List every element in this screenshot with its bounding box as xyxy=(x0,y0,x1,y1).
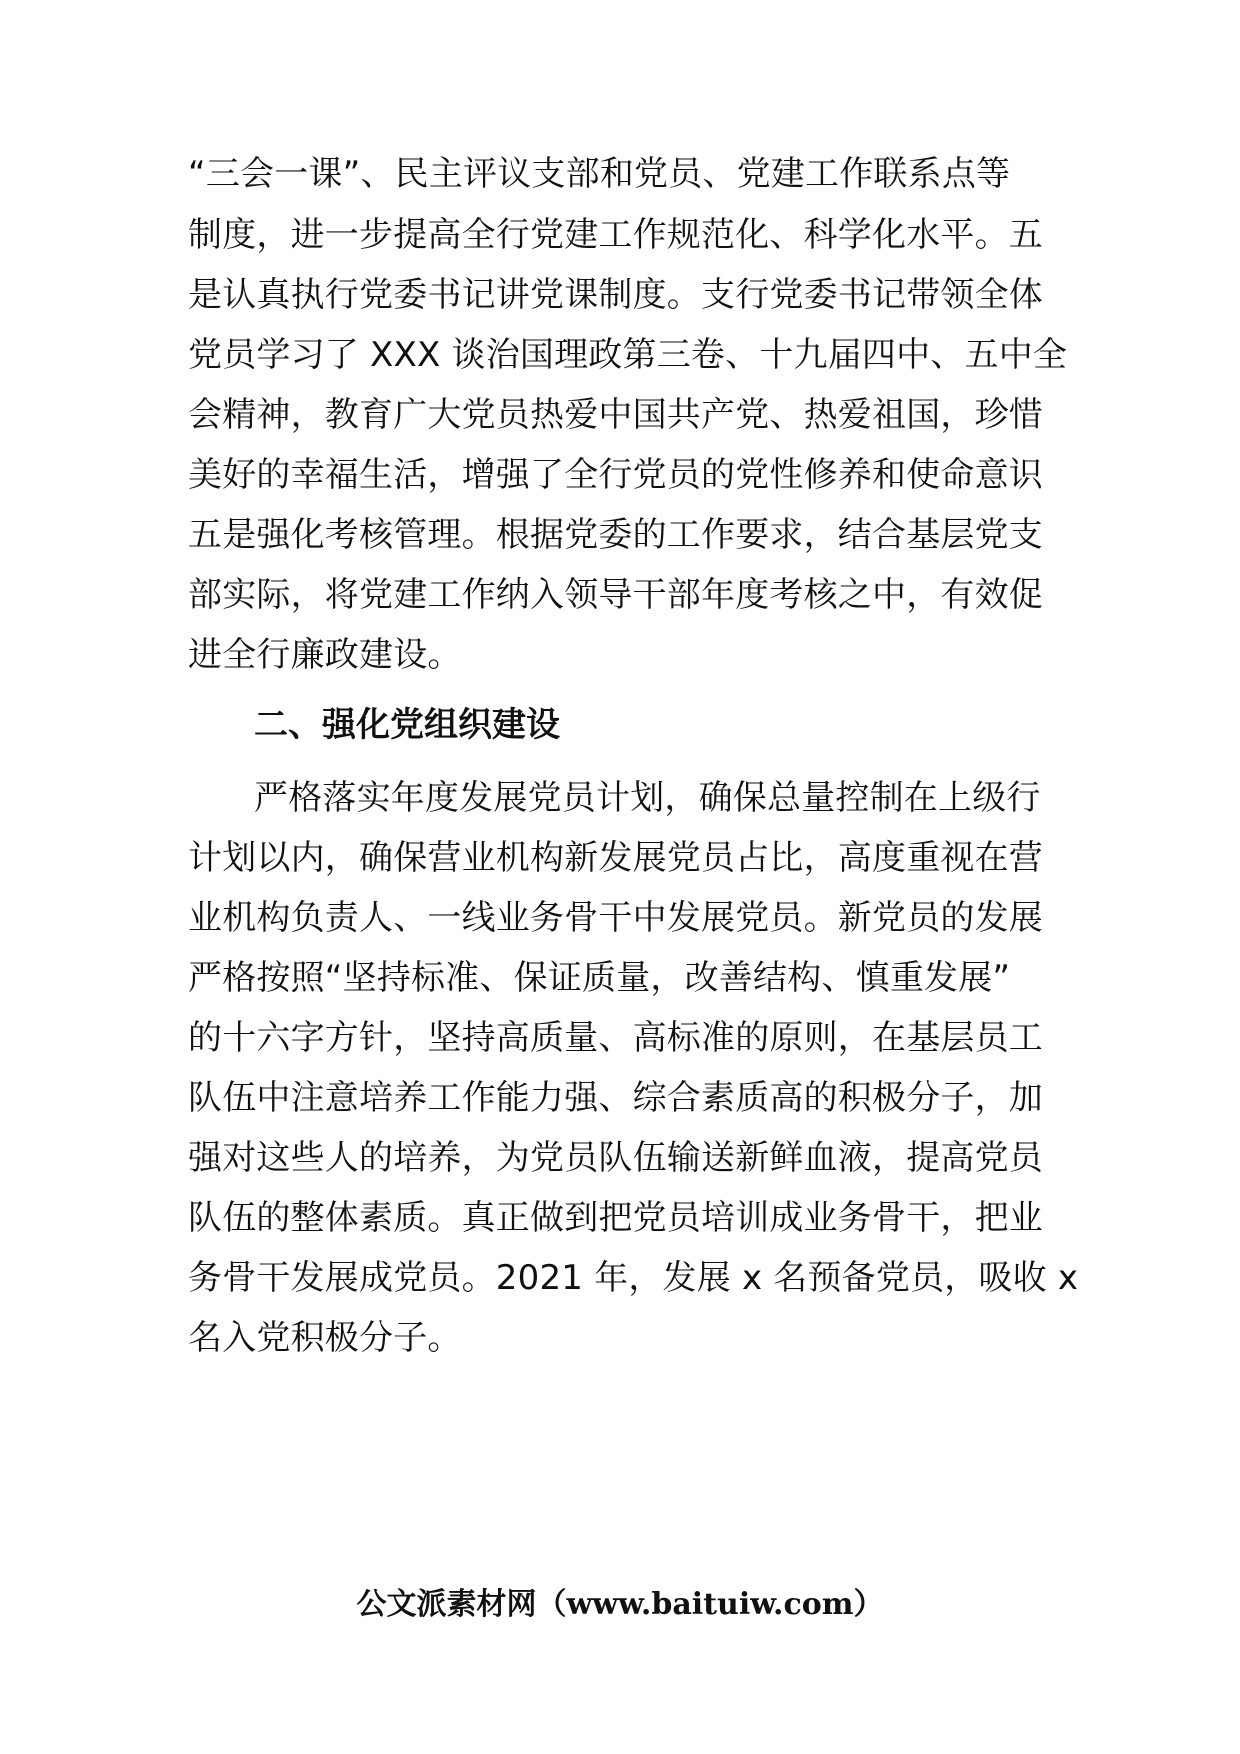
paragraph-line: 名入党积极分子。 xyxy=(188,1318,462,1358)
paragraph-line: 业机构负责人、一线业务骨干中发展党员。新党员的发展 xyxy=(188,898,1043,938)
paragraph-line: 部实际，将党建工作纳入领导干部年度考核之中，有效促 xyxy=(188,575,1043,615)
paragraph-line: 是认真执行党委书记讲党课制度。支行党委书记带领全体 xyxy=(188,275,1043,315)
paragraph-line: 务骨干发展成党员。2021 年，发展 x 名预备党员，吸收 x xyxy=(188,1258,1079,1298)
paragraph-line: 党员学习了 XXX 谈治国理政第三卷、十九届四中、五中全 xyxy=(188,335,1068,375)
paragraph-line: 的十六字方针，坚持高质量、高标准的原则，在基层员工 xyxy=(188,1018,1043,1058)
paragraph-line: 会精神，教育广大党员热爱中国共产党、热爱祖国，珍惜 xyxy=(188,395,1043,435)
paragraph-line: 进全行廉政建设。 xyxy=(188,635,462,675)
paragraph-line: “三会一课”、民主评议支部和党员、党建工作联系点等 xyxy=(188,154,1011,194)
paragraph-line: 队伍中注意培养工作能力强、综合素质高的积极分子，加 xyxy=(188,1078,1043,1118)
paragraph-line: 五是强化考核管理。根据党委的工作要求，结合基层党支 xyxy=(188,515,1043,555)
paragraph-line: 严格落实年度发展党员计划，确保总量控制在上级行 xyxy=(254,778,1041,818)
paragraph-line: 严格按照“坚持标准、保证质量，改善结构、慎重发展” xyxy=(188,958,1011,998)
page-footer: 公文派素材网（www.baituiw.com） xyxy=(356,1587,884,1622)
paragraph-line: 制度，进一步提高全行党建工作规范化、科学化水平。五 xyxy=(188,215,1043,255)
section-heading: 二、强化党组织建设 xyxy=(254,705,560,745)
paragraph-line: 强对这些人的培养，为党员队伍输送新鲜血液，提高党员 xyxy=(188,1138,1043,1178)
paragraph-line: 美好的幸福生活，增强了全行党员的党性修养和使命意识 xyxy=(188,455,1043,495)
paragraph-line: 队伍的整体素质。真正做到把党员培训成业务骨干，把业 xyxy=(188,1198,1043,1238)
paragraph-line: 计划以内，确保营业机构新发展党员占比，高度重视在营 xyxy=(188,838,1043,878)
